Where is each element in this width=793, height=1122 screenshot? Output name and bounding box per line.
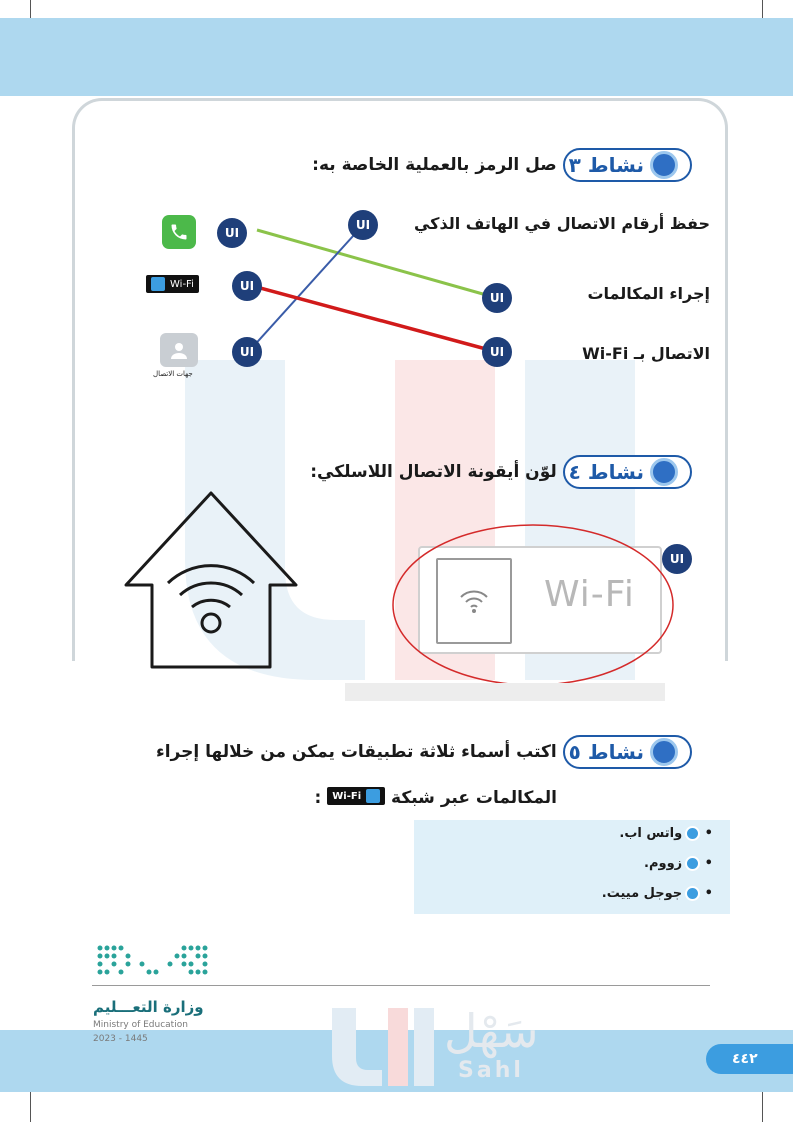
answer-dot-icon (685, 856, 700, 871)
activity4-pill (563, 455, 692, 489)
answer-badge-icon: UI (662, 544, 692, 574)
wifi-tag-icon: Wi-Fi (327, 787, 385, 805)
answer-item: • جوجل مييت. (601, 886, 713, 901)
activity5-instruction-line2: المكالمات عبر شبكة (391, 788, 557, 808)
match-line-green (257, 230, 497, 298)
activity3-instruction: صل الرمز بالعملية الخاصة به: (312, 155, 557, 175)
phone-icon (162, 215, 196, 249)
activity4-heading (310, 455, 692, 489)
page-number: ٤٤٢ (732, 1051, 758, 1067)
activity5-pill (563, 735, 692, 769)
ministry-name-en: Ministry of Education (93, 1020, 188, 1030)
activity4-instruction: لوّن أيقونة الاتصال اللاسلكي: (310, 462, 557, 482)
answer-circle (390, 522, 676, 688)
watermark-strip (345, 683, 665, 701)
sahl-watermark-ar: سَهْل (444, 1004, 539, 1058)
crop-mark (762, 1092, 763, 1122)
answer-dot-icon (685, 886, 700, 901)
activity5-instruction-line1: اكتب أسماء ثلاثة تطبيقات يمكن من خلالها إجراء (156, 742, 557, 762)
activity4-label: نشاط ٤ (568, 460, 644, 484)
pill-dot-icon (650, 738, 678, 766)
answer-item: • زووم. (644, 856, 713, 871)
match-line-red (253, 286, 497, 352)
answer-badge-icon: UI (482, 283, 512, 313)
row-wifi-connect: الاتصال بـ Wi-Fi (582, 344, 710, 363)
house-wifi-icon (118, 485, 304, 675)
row-make-calls: إجراء المكالمات (587, 284, 710, 303)
ministry-logo-icon (92, 940, 220, 978)
activity3-label: نشاط ٣ (568, 153, 644, 177)
crop-mark (30, 1092, 31, 1122)
answer-badge-icon: UI (482, 337, 512, 367)
wifi-tag-icon: Wi-Fi (146, 275, 199, 295)
row-save-contacts: حفظ أرقام الاتصال في الهاتف الذكي (413, 214, 710, 233)
wifi-big-label: Wi-Fi (544, 574, 635, 615)
contacts-caption: جهات الاتصال (153, 370, 193, 378)
answer-item: • واتس اب. (619, 826, 713, 841)
answer-badge-icon: UI (232, 337, 262, 367)
colon: : (314, 788, 322, 808)
activity5-heading (156, 735, 692, 769)
footer-divider (92, 985, 710, 986)
activity5-label: نشاط ٥ (568, 740, 644, 764)
pill-dot-icon (650, 458, 678, 486)
edition-year: 2023 - 1445 (93, 1034, 148, 1044)
contacts-icon (160, 333, 198, 367)
answer-dot-icon (685, 826, 700, 841)
page-number-tab (706, 1044, 793, 1074)
sahl-watermark-logo (322, 1008, 442, 1088)
answer-badge-icon: UI (348, 210, 378, 240)
answer-badge-icon: UI (232, 271, 262, 301)
sahl-watermark-en: Sahl (458, 1058, 524, 1083)
answer-badge-icon: UI (217, 218, 247, 248)
activity5-line2 (315, 787, 557, 808)
ministry-name-ar: وزارة التعـــليم (93, 998, 204, 1016)
